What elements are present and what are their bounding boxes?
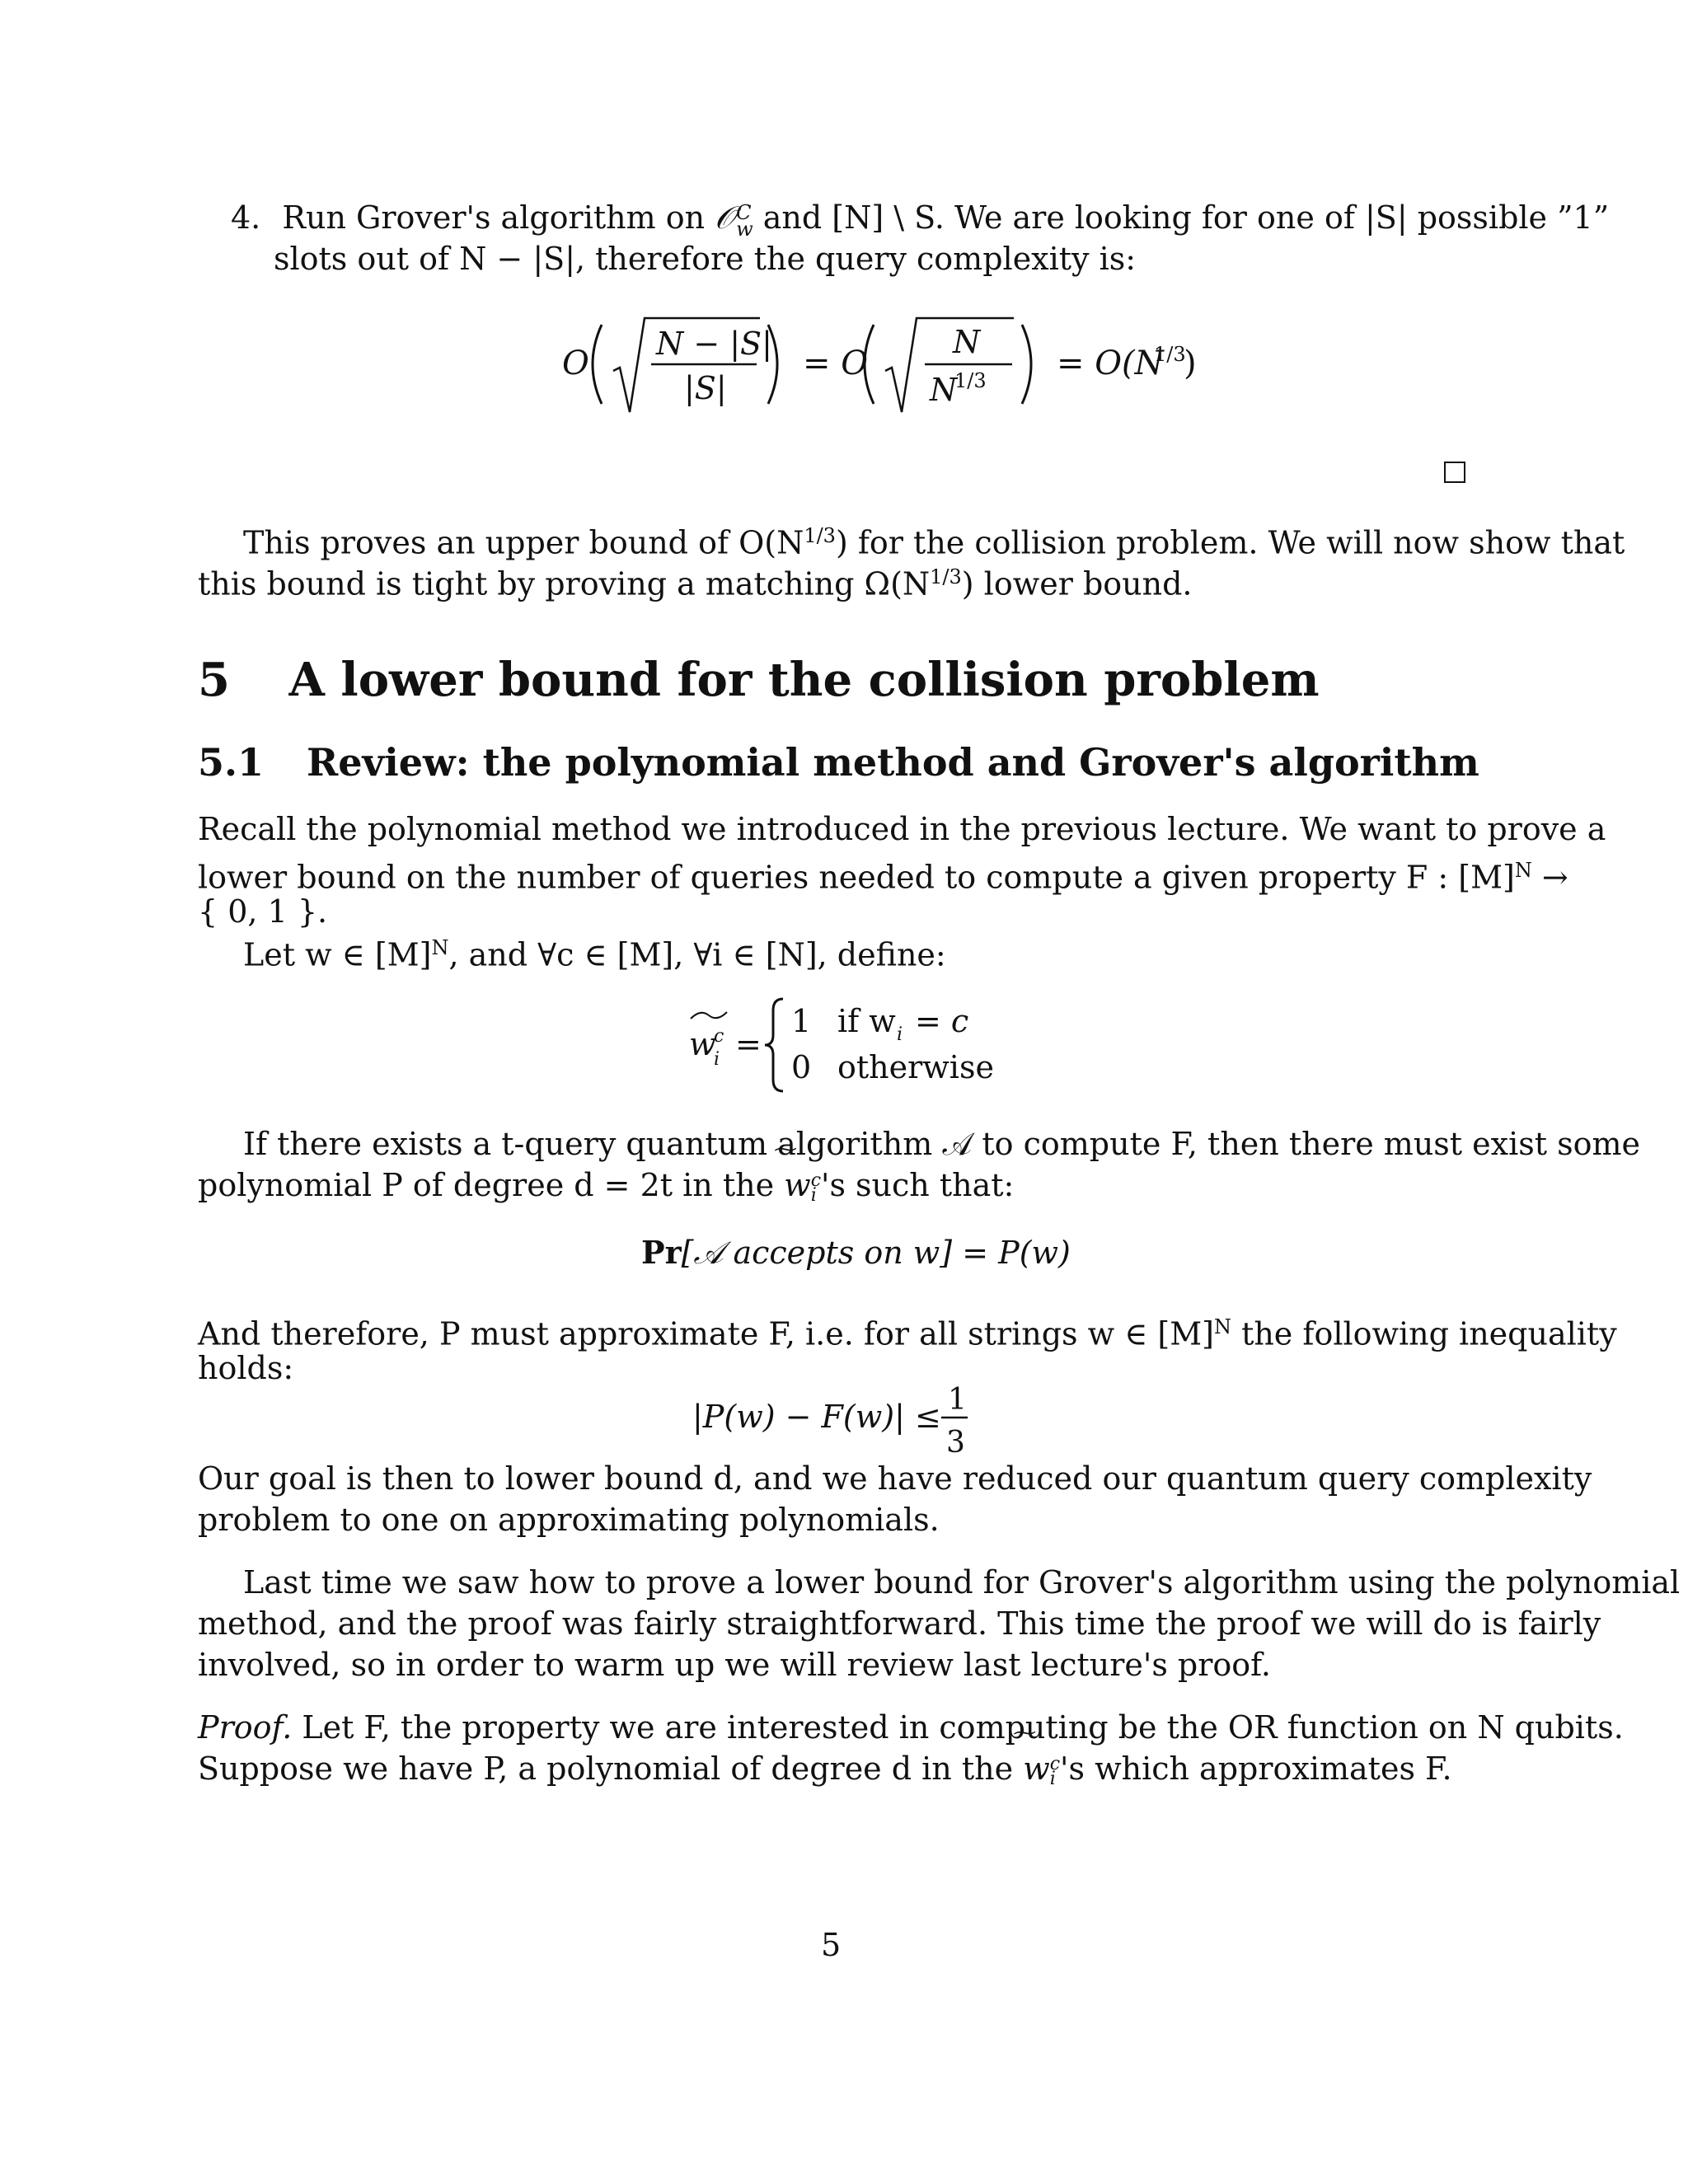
section-number: 5 xyxy=(198,653,230,707)
eq-result: = O(N xyxy=(1057,344,1164,382)
approx-line1: And therefore, P must approximate F, i.e. for all strings w ∈ $[M]^N$ the following inequality xyxy=(198,1315,1617,1352)
oracle-symbol: 𝒪 C w xyxy=(715,199,753,241)
section-title: A lower bound for the collision problem xyxy=(288,653,1320,707)
case2-condition: otherwise xyxy=(837,1049,994,1085)
qed-symbol xyxy=(1444,462,1465,483)
fraction-one: 1 xyxy=(948,1383,967,1417)
left-brace xyxy=(765,999,783,1091)
recall-line3: { 0, 1 }. xyxy=(198,893,328,930)
lhs-w: w xyxy=(689,1026,716,1062)
upper-bound-line1: This proves an upper bound of $O(N^{1/3})$ for the collision problem. We will now show that xyxy=(243,524,1625,561)
fraction-numerator-2: N xyxy=(953,324,981,360)
proof-line2: Suppose we have P, a polynomial of degree d in the w c i 's which approximates F. xyxy=(198,1750,1452,1789)
query-line2: polynomial P of degree d = 2t in the w c i 's such that: xyxy=(198,1167,1015,1206)
exponent: 1/3 xyxy=(954,369,987,392)
equation-query-complexity xyxy=(544,307,1203,422)
approx-line2: holds: xyxy=(198,1350,294,1386)
proof-label: Proof. xyxy=(198,1709,293,1746)
recall-line4: Let w ∈ $[M]^N$, and ∀c ∈ [M], ∀i ∈ [N], define: xyxy=(243,936,946,973)
fraction-denominator-2: N xyxy=(930,372,958,408)
subsection-heading-5-1 xyxy=(198,740,1479,785)
lasttime-line2: method, and the proof was fairly straightforward. This time the proof we will do is fairly xyxy=(198,1605,1601,1642)
fraction-numerator: N − |S| xyxy=(656,326,772,362)
goal-line1: Our goal is then to lower bound d, and we have reduced our quantum query complexity xyxy=(198,1460,1592,1497)
w-tilde-symbol-2: w c i xyxy=(1023,1750,1061,1789)
case2-value: 0 xyxy=(791,1049,812,1085)
goal-line2: problem to one on approximating polynomials. xyxy=(198,1502,940,1538)
recall-line2: lower bound on the number of queries needed to compute a given property F : $[M]^N$ → xyxy=(198,859,1568,896)
subsection-title: Review: the polynomial method and Grover's algorithm xyxy=(307,740,1479,785)
upper-bound-line2: this bound is tight by proving a matching $\Omega(N^{1/3})$ lower bound. xyxy=(198,565,1193,602)
eq-O: O xyxy=(562,344,589,382)
case1-rest: = c xyxy=(915,1003,969,1039)
fraction-three: 3 xyxy=(946,1426,965,1459)
equals-sign: = xyxy=(735,1026,762,1062)
recall-line1: Recall the polynomial method we introduced in the previous lecture. We want to prove a xyxy=(198,811,1606,847)
equation-inequality xyxy=(692,1376,1006,1459)
lasttime-line3: involved, so in order to warm up we will review last lecture's proof. xyxy=(198,1647,1271,1683)
case1-sub: i xyxy=(897,1024,903,1045)
section-heading-5 xyxy=(198,653,1320,707)
w-tilde-symbol: w c i xyxy=(784,1167,822,1206)
proof-line1: Proof. Let F, the property we are interested in computing be the OR function on N qubits. xyxy=(198,1709,1624,1746)
equation-probability: Pr[𝒜 accepts on w] = P(w) xyxy=(641,1234,1071,1271)
lhs-sup: c xyxy=(714,1026,724,1047)
list-item-4-line1: 4. Run Grover's algorithm on 𝒪 C w and [N] \ S. We are looking for one of |S| possible ”1” xyxy=(231,199,1610,241)
result-exponent: 1/3 xyxy=(1154,343,1186,366)
fraction-denominator: |S| xyxy=(684,370,727,406)
left-paren xyxy=(593,325,602,404)
eq-equals-O: = O xyxy=(803,344,869,382)
page-number: 5 xyxy=(821,1927,842,1963)
inequality-lhs: |P(w) − F(w)| ≤ xyxy=(692,1399,941,1435)
lasttime-line1: Last time we saw how to prove a lower bound for Grover's algorithm using the polynomial xyxy=(243,1564,1681,1601)
tilde-accent xyxy=(691,1012,727,1019)
right-paren-2 xyxy=(1022,325,1031,404)
list-item-4-line2: slots out of N − |S|, therefore the query complexity is: xyxy=(274,241,1137,277)
case1-condition: if w xyxy=(837,1003,896,1039)
equation-indicator xyxy=(676,992,1006,1099)
case1-value: 1 xyxy=(791,1003,812,1039)
subsection-number: 5.1 xyxy=(198,740,265,785)
result-close: ) xyxy=(1184,344,1197,382)
query-line1: If there exists a t-query quantum algorithm 𝒜 to compute F, then there must exist some xyxy=(243,1126,1640,1162)
lhs-sub: i xyxy=(714,1049,720,1070)
list-number: 4. xyxy=(231,199,261,236)
